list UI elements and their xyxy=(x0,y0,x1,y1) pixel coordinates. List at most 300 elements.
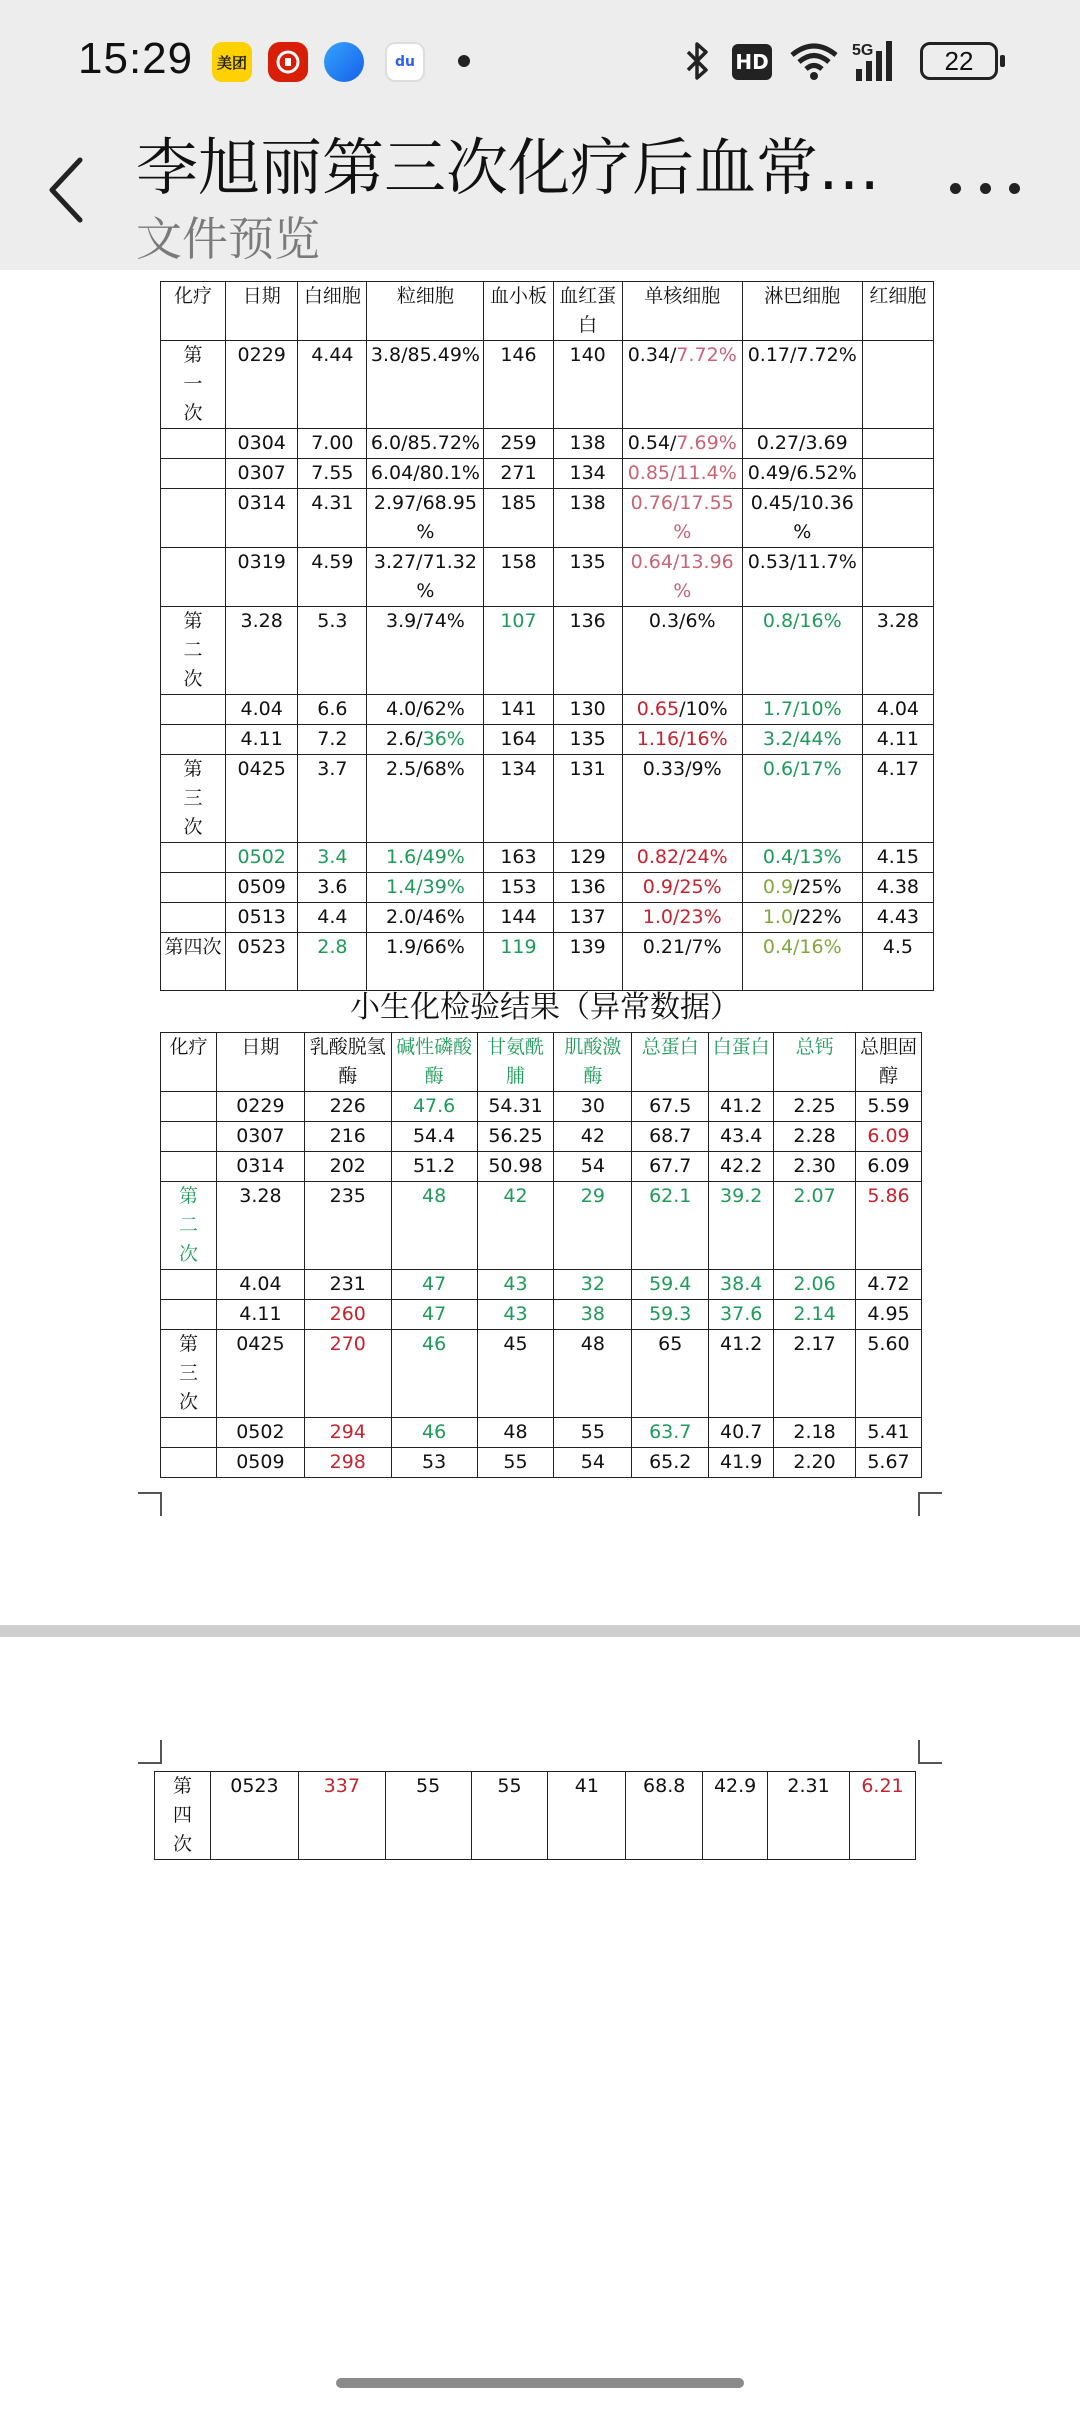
meituan-app-icon: 美团 xyxy=(212,42,252,82)
date-cell: 0509 xyxy=(226,873,298,903)
rbc-cell: 4.38 xyxy=(862,873,933,903)
wbc-cell: 5.3 xyxy=(298,607,367,695)
ck-cell: 42 xyxy=(554,1122,632,1152)
mono-value-abnormal: 0.65 xyxy=(636,698,680,720)
mono-value-abnormal: 7.69% xyxy=(676,432,737,454)
table-row xyxy=(161,1448,922,1478)
column-header: 化疗 xyxy=(161,1033,217,1092)
rbc-cell: 4.11 xyxy=(862,725,933,755)
chol-cell: 5.59 xyxy=(856,1092,922,1122)
gly-cell: 56.25 xyxy=(477,1122,554,1152)
gran-cell: 2.5/68% xyxy=(367,755,484,843)
gran-cell xyxy=(367,725,484,755)
table-row xyxy=(161,903,934,933)
lym-cell: 0.17/7.72% xyxy=(742,341,862,429)
ca-cell: 2.18 xyxy=(774,1418,856,1448)
hgb-cell: 138 xyxy=(553,489,622,548)
wifi-icon xyxy=(788,38,840,84)
phase-cell xyxy=(161,1300,217,1330)
rbc-cell xyxy=(862,489,933,548)
bluetooth-icon xyxy=(682,38,712,84)
notification-dot-icon xyxy=(458,55,470,67)
signal-icon xyxy=(852,38,910,84)
column-header: 化疗 xyxy=(161,282,226,341)
phase-cell xyxy=(161,725,226,755)
phase-cell xyxy=(161,1448,217,1478)
alp-cell: 55 xyxy=(385,1772,471,1860)
alp-cell: 53 xyxy=(391,1448,477,1478)
rbc-cell: 4.5 xyxy=(862,933,933,991)
phase-cell xyxy=(161,873,226,903)
alp-cell: 48 xyxy=(391,1182,477,1270)
wbc-cell: 7.00 xyxy=(298,429,367,459)
gran-cell: 1.6/49% xyxy=(367,843,484,873)
alb-cell: 42.9 xyxy=(703,1772,768,1860)
date-cell: 0229 xyxy=(216,1092,304,1122)
ck-cell: 32 xyxy=(554,1270,632,1300)
biochem-heading: 小生化检验结果（异常数据） xyxy=(350,990,740,1025)
phase-cell xyxy=(161,429,226,459)
ck-cell: 38 xyxy=(554,1300,632,1330)
alb-cell: 43.4 xyxy=(709,1122,774,1152)
ldh-cell: 226 xyxy=(304,1092,391,1122)
page-separator xyxy=(0,1625,1080,1637)
lym-value-abnormal: 1.0 xyxy=(762,906,794,928)
ck-cell: 41 xyxy=(548,1772,626,1860)
phase-cell xyxy=(161,1092,217,1122)
tp-cell: 67.5 xyxy=(632,1092,709,1122)
mono-cell: 0.64/13.96 % xyxy=(622,548,742,607)
chol-cell: 5.41 xyxy=(856,1418,922,1448)
ldh-cell: 231 xyxy=(304,1270,391,1300)
gly-cell: 55 xyxy=(471,1772,548,1860)
chol-cell: 4.95 xyxy=(856,1300,922,1330)
rbc-cell: 4.43 xyxy=(862,903,933,933)
date-cell: 0304 xyxy=(226,429,298,459)
ck-cell: 30 xyxy=(554,1092,632,1122)
page-corner-mark xyxy=(138,1740,162,1764)
ca-cell: 2.07 xyxy=(774,1182,856,1270)
hgb-cell: 136 xyxy=(553,607,622,695)
tp-cell: 59.4 xyxy=(632,1270,709,1300)
more-dot-icon xyxy=(1009,183,1020,194)
wbc-cell: 4.59 xyxy=(298,548,367,607)
hgb-cell: 136 xyxy=(553,873,622,903)
date-cell: 3.28 xyxy=(226,607,298,695)
phase-cell: 第二次 xyxy=(161,607,226,695)
rbc-cell: 3.28 xyxy=(862,607,933,695)
wbc-cell: 7.55 xyxy=(298,459,367,489)
plt-cell: 158 xyxy=(484,548,553,607)
plt-cell: 146 xyxy=(484,341,553,429)
lym-cell: 3.2/44% xyxy=(742,725,862,755)
lym-cell: 0.6/17% xyxy=(742,755,862,843)
plt-cell: 107 xyxy=(484,607,553,695)
rbc-cell xyxy=(862,429,933,459)
alb-cell: 38.4 xyxy=(709,1270,774,1300)
ca-cell: 2.17 xyxy=(774,1330,856,1418)
hgb-cell: 139 xyxy=(553,933,622,991)
ca-cell: 2.14 xyxy=(774,1300,856,1330)
table-row xyxy=(161,429,934,459)
lym-cell: 0.4/13% xyxy=(742,843,862,873)
hgb-cell: 131 xyxy=(553,755,622,843)
hgb-cell: 135 xyxy=(553,548,622,607)
table-row xyxy=(161,843,934,873)
ldh-cell: 298 xyxy=(304,1448,391,1478)
more-options-button[interactable] xyxy=(950,168,1020,208)
wbc-cell: 4.31 xyxy=(298,489,367,548)
chevron-left-icon xyxy=(40,150,96,230)
date-cell: 0425 xyxy=(226,755,298,843)
rbc-cell: 4.04 xyxy=(862,695,933,725)
tp-cell: 59.3 xyxy=(632,1300,709,1330)
ldh-cell: 270 xyxy=(304,1330,391,1418)
table-row xyxy=(161,1270,922,1300)
back-button[interactable] xyxy=(40,150,96,230)
mono-cell xyxy=(622,341,742,429)
column-header: 总蛋白 xyxy=(632,1033,709,1092)
mono-cell: 1.16/16% xyxy=(622,725,742,755)
page-corner-mark xyxy=(138,1492,162,1516)
column-header: 甘氨酰脯 xyxy=(477,1033,554,1092)
mono-cell: 1.0/23% xyxy=(622,903,742,933)
table-row xyxy=(161,1418,922,1448)
column-header: 淋巴细胞 xyxy=(742,282,862,341)
home-indicator[interactable] xyxy=(336,2378,744,2388)
chol-cell: 5.67 xyxy=(856,1448,922,1478)
page-corner-mark xyxy=(918,1492,942,1516)
gran-cell: 2.0/46% xyxy=(367,903,484,933)
rbc-cell xyxy=(862,459,933,489)
table-row xyxy=(161,695,934,725)
ldh-cell: 294 xyxy=(304,1418,391,1448)
ca-cell: 2.28 xyxy=(774,1122,856,1152)
alb-cell: 41.2 xyxy=(709,1330,774,1418)
lym-cell: 0.27/3.69 xyxy=(742,429,862,459)
gly-cell: 45 xyxy=(477,1330,554,1418)
mono-cell: 0.85/11.4% xyxy=(622,459,742,489)
chol-cell: 6.21 xyxy=(849,1772,915,1860)
gran-value-abnormal: 36% xyxy=(422,728,465,750)
plt-cell: 271 xyxy=(484,459,553,489)
lym-cell: 0.4/16% xyxy=(742,933,862,991)
date-cell: 0509 xyxy=(216,1448,304,1478)
column-header: 粒细胞 xyxy=(367,282,484,341)
date-cell: 0523 xyxy=(226,933,298,991)
page-subtitle: 文件预览 xyxy=(136,212,320,266)
column-header: 白蛋白 xyxy=(709,1033,774,1092)
rbc-cell: 4.15 xyxy=(862,843,933,873)
battery-level: 22 xyxy=(944,45,974,76)
hd-icon: HD xyxy=(732,44,772,80)
phase-cell: 第四次 xyxy=(155,1772,211,1860)
table-row xyxy=(155,1772,916,1860)
gly-cell: 43 xyxy=(477,1300,554,1330)
phase-cell xyxy=(161,1270,217,1300)
network-type-label: 5G xyxy=(852,42,874,59)
wbc-cell: 2.8 xyxy=(298,933,367,991)
gran-cell: 1.9/66% xyxy=(367,933,484,991)
date-cell: 4.04 xyxy=(216,1270,304,1300)
phase-cell xyxy=(161,1152,217,1182)
plt-cell: 185 xyxy=(484,489,553,548)
phase-cell xyxy=(161,459,226,489)
blood-routine-table xyxy=(160,281,934,991)
lym-cell xyxy=(742,873,862,903)
hgb-cell: 130 xyxy=(553,695,622,725)
table-row xyxy=(161,548,934,607)
alp-cell: 47 xyxy=(391,1300,477,1330)
chol-cell: 6.09 xyxy=(856,1122,922,1152)
tp-cell: 63.7 xyxy=(632,1418,709,1448)
page-corner-mark xyxy=(918,1740,942,1764)
column-header: 碱性磷酸酶 xyxy=(391,1033,477,1092)
alb-cell: 41.2 xyxy=(709,1092,774,1122)
ca-cell: 2.06 xyxy=(774,1270,856,1300)
date-cell: 4.11 xyxy=(216,1300,304,1330)
alb-cell: 37.6 xyxy=(709,1300,774,1330)
ca-cell: 2.25 xyxy=(774,1092,856,1122)
gran-cell: 1.4/39% xyxy=(367,873,484,903)
column-header: 白细胞 xyxy=(298,282,367,341)
tp-cell: 62.1 xyxy=(632,1182,709,1270)
wbc-cell: 3.4 xyxy=(298,843,367,873)
plt-cell: 119 xyxy=(484,933,553,991)
hgb-cell: 137 xyxy=(553,903,622,933)
bank-app-icon xyxy=(268,42,308,82)
gran-value: 2.6/ xyxy=(386,728,423,750)
alb-cell: 41.9 xyxy=(709,1448,774,1478)
lym-cell: 1.7/10% xyxy=(742,695,862,725)
page-title: 李旭丽第三次化疗后血常… xyxy=(136,131,881,204)
gran-cell: 3.27/71.32 % xyxy=(367,548,484,607)
biochemistry-table xyxy=(160,1032,922,1478)
lym-value-abnormal: 0.9 xyxy=(762,876,794,898)
table-row xyxy=(161,1330,922,1418)
column-header: 红细胞 xyxy=(862,282,933,341)
phase-cell xyxy=(161,1122,217,1152)
ldh-cell: 260 xyxy=(304,1300,391,1330)
plt-cell: 164 xyxy=(484,725,553,755)
mono-cell: 0.76/17.55 % xyxy=(622,489,742,548)
hgb-cell: 135 xyxy=(553,725,622,755)
table-row xyxy=(161,607,934,695)
lym-value: /22% xyxy=(793,906,842,928)
hgb-cell: 129 xyxy=(553,843,622,873)
phase-cell: 第一次 xyxy=(161,341,226,429)
plt-cell: 134 xyxy=(484,755,553,843)
date-cell: 0523 xyxy=(210,1772,298,1860)
table-row xyxy=(161,873,934,903)
ck-cell: 48 xyxy=(554,1330,632,1418)
plt-cell: 163 xyxy=(484,843,553,873)
column-header: 血红蛋白 xyxy=(553,282,622,341)
date-cell: 0425 xyxy=(216,1330,304,1418)
alp-cell: 46 xyxy=(391,1418,477,1448)
hgb-cell: 134 xyxy=(553,459,622,489)
column-header: 乳酸脱氢酶 xyxy=(304,1033,391,1092)
date-cell: 0513 xyxy=(226,903,298,933)
alb-cell: 39.2 xyxy=(709,1182,774,1270)
ca-cell: 2.30 xyxy=(774,1152,856,1182)
table-row xyxy=(161,459,934,489)
date-cell: 0307 xyxy=(216,1122,304,1152)
mono-value: 0.54/ xyxy=(627,432,677,454)
rbc-cell: 4.17 xyxy=(862,755,933,843)
date-cell: 4.11 xyxy=(226,725,298,755)
alp-cell: 54.4 xyxy=(391,1122,477,1152)
phase-cell xyxy=(161,548,226,607)
gly-cell: 43 xyxy=(477,1270,554,1300)
ca-cell: 2.31 xyxy=(768,1772,850,1860)
baidu-app-icon: du xyxy=(385,42,425,82)
table-row xyxy=(161,341,934,429)
tp-cell: 67.7 xyxy=(632,1152,709,1182)
alb-cell: 40.7 xyxy=(709,1418,774,1448)
date-cell: 4.04 xyxy=(226,695,298,725)
gran-cell: 6.0/85.72% xyxy=(367,429,484,459)
mono-cell xyxy=(622,695,742,725)
chol-cell: 5.60 xyxy=(856,1330,922,1418)
gran-cell: 3.9/74% xyxy=(367,607,484,695)
date-cell: 3.28 xyxy=(216,1182,304,1270)
status-time: 15:29 xyxy=(78,34,194,83)
wbc-cell: 6.6 xyxy=(298,695,367,725)
date-cell: 0502 xyxy=(216,1418,304,1448)
lym-value: /25% xyxy=(793,876,842,898)
hgb-cell: 140 xyxy=(553,341,622,429)
column-header: 总胆固醇 xyxy=(856,1033,922,1092)
table-row xyxy=(161,725,934,755)
date-cell: 0314 xyxy=(226,489,298,548)
status-bar xyxy=(0,0,1080,125)
lym-cell: 0.45/10.36 % xyxy=(742,489,862,548)
wbc-cell: 3.7 xyxy=(298,755,367,843)
hgb-cell: 138 xyxy=(553,429,622,459)
mono-cell xyxy=(622,429,742,459)
table-row xyxy=(161,1152,922,1182)
phase-cell: 第三次 xyxy=(161,1330,217,1418)
chol-cell: 5.86 xyxy=(856,1182,922,1270)
gly-cell: 55 xyxy=(477,1448,554,1478)
gly-cell: 48 xyxy=(477,1418,554,1448)
column-header: 血小板 xyxy=(484,282,553,341)
tp-cell: 65 xyxy=(632,1330,709,1418)
plt-cell: 144 xyxy=(484,903,553,933)
date-cell: 0307 xyxy=(226,459,298,489)
ck-cell: 54 xyxy=(554,1448,632,1478)
wbc-cell: 4.4 xyxy=(298,903,367,933)
rbc-cell xyxy=(862,548,933,607)
column-header: 肌酸激酶 xyxy=(554,1033,632,1092)
phase-cell xyxy=(161,695,226,725)
chol-cell: 4.72 xyxy=(856,1270,922,1300)
lym-cell: 0.8/16% xyxy=(742,607,862,695)
lym-cell: 0.53/11.7% xyxy=(742,548,862,607)
mono-value: /10% xyxy=(679,698,728,720)
table-row xyxy=(161,489,934,548)
tp-cell: 68.8 xyxy=(626,1772,703,1860)
tp-cell: 65.2 xyxy=(632,1448,709,1478)
wbc-cell: 7.2 xyxy=(298,725,367,755)
biochemistry-table-continued xyxy=(154,1771,916,1860)
more-dot-icon xyxy=(950,183,961,194)
ldh-cell: 337 xyxy=(298,1772,385,1860)
table-header-row xyxy=(161,282,934,341)
mono-value-abnormal: 7.72% xyxy=(676,344,737,366)
date-cell: 0319 xyxy=(226,548,298,607)
ca-cell: 2.20 xyxy=(774,1448,856,1478)
ck-cell: 29 xyxy=(554,1182,632,1270)
phase-cell xyxy=(161,903,226,933)
mono-cell: 0.82/24% xyxy=(622,843,742,873)
table-row xyxy=(161,1182,922,1270)
table-row xyxy=(161,1092,922,1122)
phase-cell xyxy=(161,1418,217,1448)
phase-cell xyxy=(161,489,226,548)
gly-cell: 54.31 xyxy=(477,1092,554,1122)
mono-cell: 0.3/6% xyxy=(622,607,742,695)
battery-icon xyxy=(920,42,998,80)
mono-cell: 0.21/7% xyxy=(622,933,742,991)
lym-cell: 0.49/6.52% xyxy=(742,459,862,489)
more-dot-icon xyxy=(980,183,991,194)
mono-cell: 0.9/25% xyxy=(622,873,742,903)
ck-cell: 54 xyxy=(554,1152,632,1182)
wbc-cell: 4.44 xyxy=(298,341,367,429)
alp-cell: 46 xyxy=(391,1330,477,1418)
rbc-cell xyxy=(862,341,933,429)
gran-cell: 3.8/85.49% xyxy=(367,341,484,429)
phase-cell xyxy=(161,843,226,873)
phase-cell: 第二次 xyxy=(161,1182,217,1270)
gran-cell: 2.97/68.95 % xyxy=(367,489,484,548)
ldh-cell: 202 xyxy=(304,1152,391,1182)
tp-cell: 68.7 xyxy=(632,1122,709,1152)
gly-cell: 50.98 xyxy=(477,1152,554,1182)
ck-cell: 55 xyxy=(554,1418,632,1448)
table-header-row xyxy=(161,1033,922,1092)
gly-cell: 42 xyxy=(477,1182,554,1270)
mono-value: 0.34/ xyxy=(627,344,677,366)
table-row xyxy=(161,1122,922,1152)
column-header: 日期 xyxy=(216,1033,304,1092)
date-cell: 0314 xyxy=(216,1152,304,1182)
phase-cell: 第三次 xyxy=(161,755,226,843)
date-cell: 0502 xyxy=(226,843,298,873)
top-bar xyxy=(0,0,1080,270)
browser-app-icon xyxy=(324,42,364,82)
column-header: 单核细胞 xyxy=(622,282,742,341)
ldh-cell: 235 xyxy=(304,1182,391,1270)
chol-cell: 6.09 xyxy=(856,1152,922,1182)
column-header: 日期 xyxy=(226,282,298,341)
gran-cell: 6.04/80.1% xyxy=(367,459,484,489)
table-row xyxy=(161,1300,922,1330)
alp-cell: 51.2 xyxy=(391,1152,477,1182)
phase-cell: 第四次 xyxy=(161,933,226,991)
table-row xyxy=(161,755,934,843)
mono-cell: 0.33/9% xyxy=(622,755,742,843)
plt-cell: 259 xyxy=(484,429,553,459)
ldh-cell: 216 xyxy=(304,1122,391,1152)
lym-cell xyxy=(742,903,862,933)
plt-cell: 141 xyxy=(484,695,553,725)
plt-cell: 153 xyxy=(484,873,553,903)
alb-cell: 42.2 xyxy=(709,1152,774,1182)
alp-cell: 47 xyxy=(391,1270,477,1300)
